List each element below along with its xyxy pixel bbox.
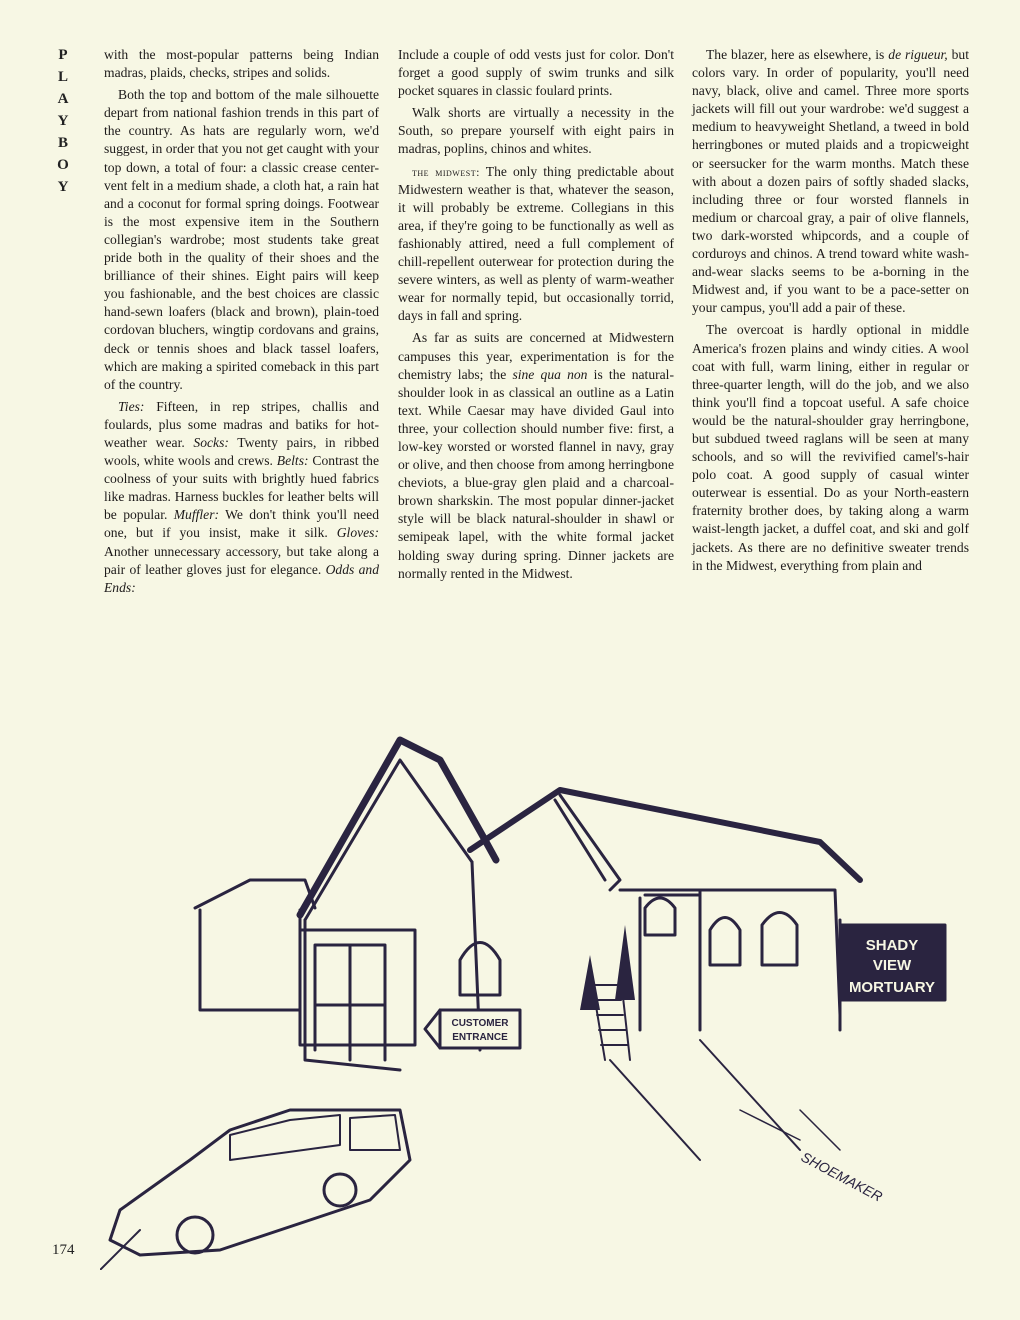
paragraph — [398, 329, 674, 582]
paragraph: The overcoat is hardly optional in middle America's frozen plains and windy cities. A wool coat with full, warm lining, either in regular or three-quarter length, will do the job, and we also think you'll find a topcoat useful. A safe choice would be the natural-shoulder gray herringbone, but subdued tweed raglans will be seen at many schools, and so will the revivified camel's-hair polo coat. A good supply of casual winter outerwear is essential. Do as your North-eastern fraternity brother does, by taking along a warm waist-length jacket, a duffel coat, and ski and golf jackets. As there are no definitive sweater trends in the Midwest, everything from plain and — [692, 322, 969, 573]
paragraph: Both the top and bottom of the male silhouette depart from national fashion trends in this part of the country. As hats are regularly worn, we'd suggest, in order that you not get caught with your top down, a total of four: a classic crease center-vent felt in a medium shade, a cloth hat, a rain hat and a coconut for formal spring doings. Footwear is the most expensive item in the Southern collegian's wardrobe; most students take great pride both in the quality of their shoes and the brilliance of their shines. Eight pairs will keep you fashionable, and the best choices are classic hand-sewn loafers (black and brown), plain-toed cordovan bluchers, wingtip cordovans and grains, deck or tennis shoes and black tassel loafers, which are making a spirited comeback in this part of the country. — [104, 87, 379, 392]
run-in-label: Odds and Ends: — [104, 561, 379, 595]
text-run: but colors vary. In order of popularity, you'll need navy, black, olive and camel. Three more sports jackets will fill out your wardrobe: we'd suggest a medium to heavyweight Shetland, a tweed in bold herringbones or muted plaids and a tropicweight or seersucker for the warm months. Match these with about a dozen pairs of softly shaded slacks, including three or four worsted flannels in medium or charcoal gray, a pair of olive flannels, two dark-worsted whipcords, and a couple of corduroys and chinos. A trend toward white wash-and-wear slacks seems to be a-borning in the Midwest and, if you want to be a pace-setter on your campus, you'll add a pair of these. — [692, 47, 969, 316]
right-eave — [555, 800, 605, 880]
front-door — [300, 930, 415, 1045]
magazine-letter: Y — [57, 179, 69, 195]
text-run: Another unnecessary accessory, but take along a pair of leather gloves just for elegance. — [104, 543, 379, 577]
magazine-vertical-label — [52, 44, 74, 198]
walkway — [610, 1040, 800, 1160]
magazine-letter: P — [58, 47, 68, 63]
right-wall — [620, 890, 840, 1030]
magazine-letter: Y — [57, 113, 69, 129]
left-wing-roof — [195, 880, 315, 908]
door-panels — [315, 945, 385, 1060]
run-in-label: Ties: — [118, 398, 145, 414]
page-number: 174 — [52, 1242, 75, 1258]
french-phrase: de rigueur, — [888, 47, 948, 62]
window-arch — [762, 913, 797, 966]
window-arch — [460, 943, 500, 996]
arrow-text-line2: ENTRANCE — [452, 1032, 508, 1043]
window-arch — [710, 918, 740, 966]
run-in-label: Socks: — [193, 434, 229, 450]
run-in-label: Muffler: — [173, 507, 220, 523]
magazine-letter: B — [57, 135, 68, 151]
artist-signature: SHOEMAKER — [798, 1148, 886, 1205]
right-roof — [470, 790, 860, 880]
text-run: The blazer, here as elsewhere, is — [706, 47, 889, 62]
magazine-letter: O — [57, 157, 69, 173]
window-arch — [645, 898, 675, 935]
article-column-2 — [398, 46, 674, 587]
tree-left — [580, 925, 635, 1010]
paragraph-accessories — [104, 398, 379, 597]
right-gable — [560, 795, 620, 890]
run-in-label: Belts: — [276, 453, 309, 469]
car-body — [110, 1110, 410, 1255]
article-column-3 — [692, 46, 969, 579]
ground-lines — [740, 1110, 840, 1150]
sign-text-line1: SHADY — [865, 937, 919, 954]
sign-text-line2: VIEW — [872, 957, 912, 974]
article-column-1 — [104, 46, 379, 601]
paragraph: with the most-popular patterns being Indian madras, plaids, checks, stripes and solids. — [104, 47, 379, 81]
text-run: The only thing predictable about Midwestern weather is that, whatever the season, it will probably be extreme. Collegians in this area, if they're going to be functionally as well as fashionably attired, need a full complement of chill-repellent outerwear for protection during the severe winters, as well as plenty of warm-weather wear for normally tepid, but occasionally torrid, days in fall and spring. — [398, 163, 674, 324]
paragraph-midwest — [398, 163, 674, 326]
mortuary-illustration — [100, 730, 960, 1270]
text-run: Fifteen, in rep stripes, challis and foulards, plus some madras and batiks for hot-weather wear. — [104, 398, 379, 450]
text-run: Contrast the coolness of your suits with brightly hued fabrics like madras. Harness buckles for leather belts will be popular. — [104, 453, 379, 523]
arrow-text-line1: CUSTOMER — [451, 1018, 509, 1029]
sign-text-line3: MORTUARY — [848, 979, 936, 996]
text-run: is the natural-shoulder look in as classical an outline as a Latin text. While Caesar may have divided Gaul into three, your collection should number five: first, a low-key worsted or worsted flannel in navy, gray or olive, and then choose from among herringbone cheviots, a blue-gray glen plaid and a charcoal-brown sharkskin. The most popular dinner-jacket style will be black natural-shoulder in shawl or semipeak lapel, with the white formal jacket holding sway during spring. Dinner jackets are normally rented in the Midwest. — [398, 366, 674, 581]
magazine-letter: A — [57, 91, 69, 107]
mortuary-drawing — [100, 730, 960, 1270]
paragraph: Include a couple of odd vests just for color. Don't forget a good supply of swim trunks and silk pocket squares in classic foulard prints. — [398, 47, 674, 99]
paragraph — [692, 46, 969, 317]
text-run: Twenty pairs, in ribbed wools, white wools and crews. — [104, 434, 379, 469]
arrow-tip — [425, 1010, 440, 1048]
street-line — [100, 1230, 140, 1270]
section-heading: the midwest: — [412, 164, 480, 179]
text-run: We don't think you'll need one, but if you insist, make it silk. — [104, 507, 379, 541]
car-wheel — [177, 1217, 213, 1253]
lower-wing — [640, 895, 700, 1030]
paragraph: Walk shorts are virtually a necessity in the South, so prepare yourself with eight pairs in madras, poplins, chinos and whites. — [398, 105, 674, 157]
left-wing-wall — [200, 910, 300, 1010]
run-in-label: Gloves: — [336, 525, 379, 541]
main-gable — [305, 760, 472, 920]
car-wheel — [324, 1174, 356, 1206]
text-run: As far as suits are concerned at Midwestern campuses this year, experimentation is for the chemistry labs; the — [398, 330, 674, 382]
magazine-letter: L — [57, 69, 68, 85]
latin-phrase: sine qua non — [512, 366, 588, 382]
